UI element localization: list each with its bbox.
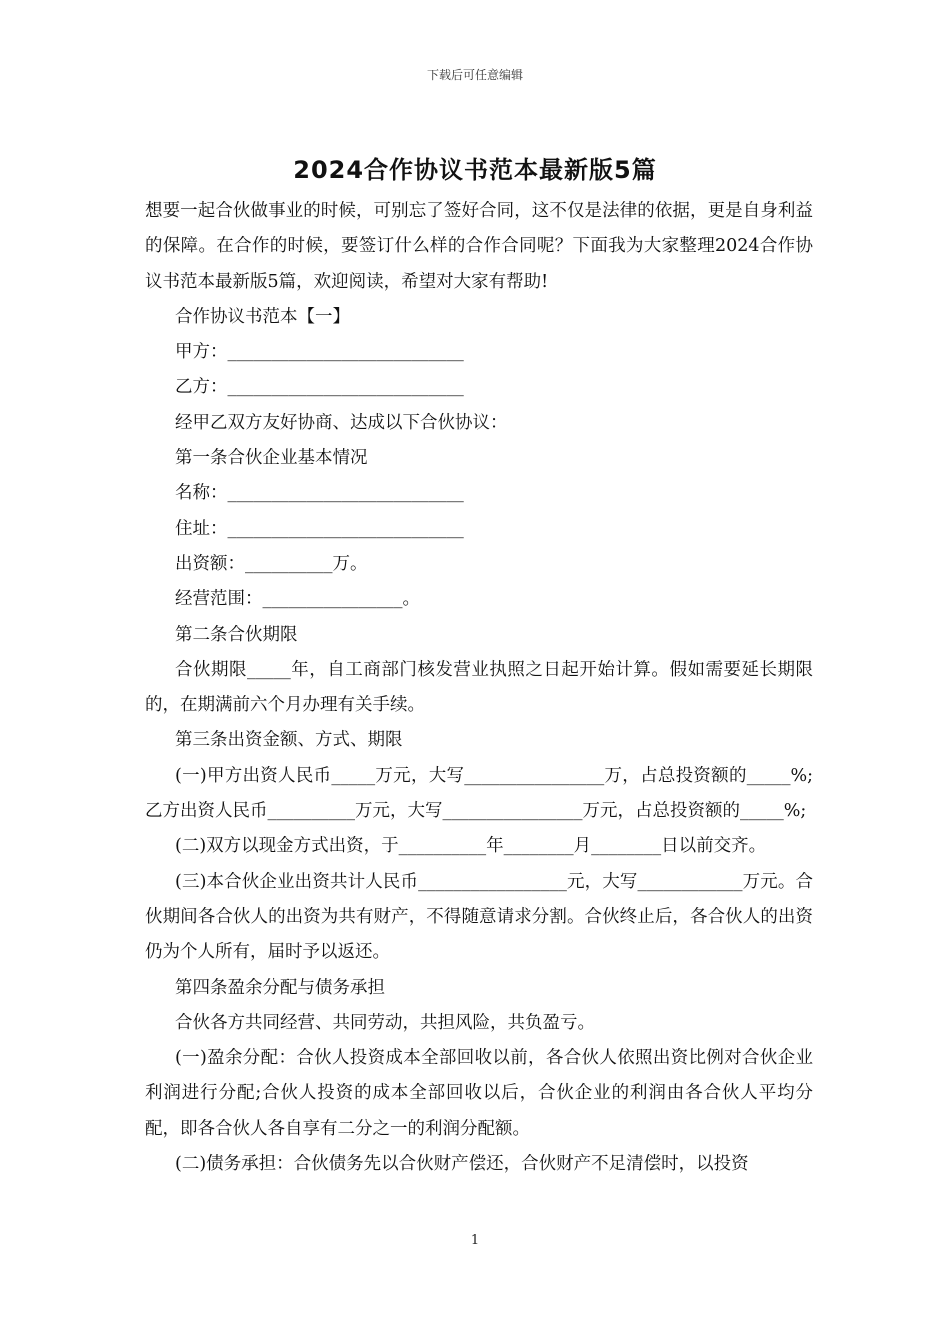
paragraph: (三)本合伙企业出资共计人民币_________________元，大写____________万元。合伙期间各合伙人的出资为共有财产，不得随意请求分割。合伙终止后，各合伙人的出资仍为个人所有，届时予以返还。 [145, 871, 813, 963]
paragraph: 经营范围：________________。 [175, 589, 420, 610]
paragraph: 住址：___________________________ [175, 518, 464, 539]
paragraph: 第三条出资金额、方式、期限 [175, 730, 403, 751]
paragraph: (一)盈余分配：合伙人投资成本全部回收以前，各合伙人依照出资比例对合伙企业利润进行分配;合伙人投资的成本全部回收以后，合伙企业的利润由各合伙人平均分配，即各合伙人各自享有二分之一的利润分配额。 [145, 1048, 813, 1139]
paragraph: (二)双方以现金方式出资，于__________年________月________日以前交齐。 [175, 836, 767, 857]
paragraph: 第四条盈余分配与债务承担 [175, 977, 385, 998]
paragraph: 经甲乙双方友好协商、达成以下合伙协议： [175, 412, 508, 433]
paragraph: 出资额：__________万。 [175, 553, 368, 574]
paragraph: 第二条合伙期限 [175, 624, 298, 645]
paragraph: 合伙期限_____年，自工商部门核发营业执照之日起开始计算。假如需要延长期限的，在期满前六个月办理有关手续。 [145, 659, 813, 716]
page-header: 下载后可任意编辑 [426, 68, 523, 82]
document-title: 2024合作协议书范本最新版5篇 [293, 156, 657, 184]
page-number: 1 [470, 1233, 480, 1248]
paragraph: 乙方：___________________________ [175, 377, 464, 398]
paragraph: 甲方：___________________________ [175, 342, 464, 363]
paragraph: 合作协议书范本【一】 [175, 306, 350, 327]
document-body [145, 194, 813, 1182]
paragraph: 想要一起合伙做事业的时候，可别忘了签好合同，这不仅是法律的依据，更是自身利益的保障。在合作的时候，要签订什么样的合作合同呢？下面我为大家整理2024合作协议书范本最新版5篇，欢迎阅读，希望对大家有帮助! [145, 201, 813, 292]
paragraph: (二)债务承担：合伙债务先以合伙财产偿还，合伙财产不足清偿时，以投资 [175, 1154, 749, 1175]
paragraph: 名称：___________________________ [175, 483, 464, 504]
paragraph: 合伙各方共同经营、共同劳动，共担风险，共负盈亏。 [175, 1012, 595, 1033]
paragraph: (一)甲方出资人民币_____万元，大写________________万，占总投资额的_____%;乙方出资人民币__________万元，大写________________万元，占总投资额的_____%; [145, 765, 813, 822]
paragraph: 第一条合伙企业基本情况 [175, 448, 368, 469]
